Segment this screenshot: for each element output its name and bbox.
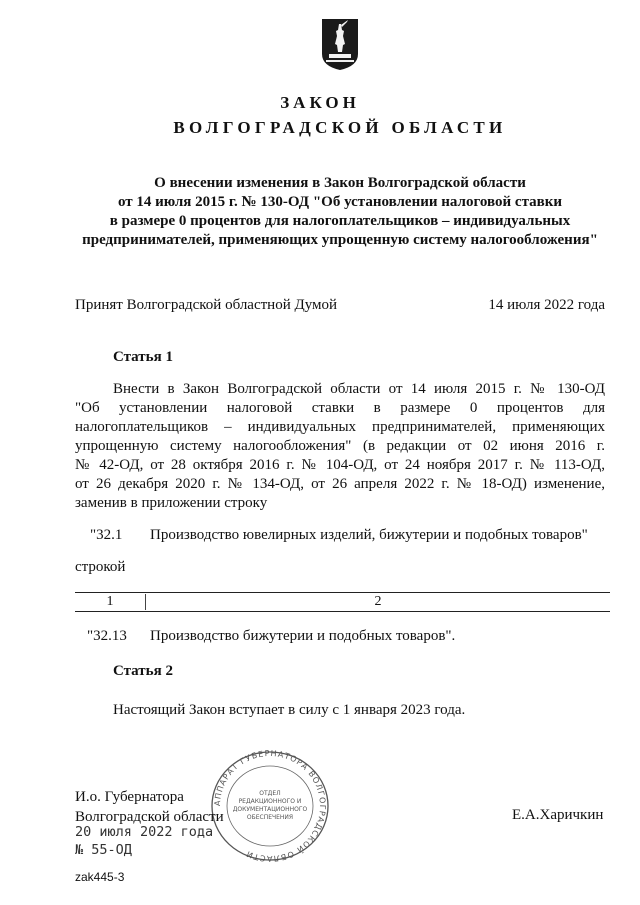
article-1-line: "Об установлении налоговой ставки в размере 0 процентов для — [75, 400, 605, 416]
adoption-line — [75, 297, 605, 314]
stamp-center-line: ОБЕСПЕЧЕНИЯ — [246, 814, 294, 821]
stamp-center-line: РЕДАКЦИОННОГО И — [238, 798, 302, 805]
subtitle-line: предпринимателей, применяющих упрощенную систему налогообложения" — [82, 232, 598, 248]
adoption-date: 14 июля 2022 года — [488, 297, 605, 313]
adopted-by: Принят Волгоградской областной Думой — [75, 297, 338, 313]
subtitle-line: в размере 0 процентов для налогоплательщиков – индивидуальных — [109, 213, 571, 229]
article-1-line: заменив в приложении строку — [75, 495, 268, 511]
article-2-text: Настоящий Закон вступает в силу с 1 января 2023 года. — [113, 702, 466, 718]
article-2-heading: Статья 2 — [113, 663, 173, 679]
stamp-center-line: ОТДЕЛ — [259, 790, 281, 797]
law-subtitle — [40, 174, 640, 250]
article-1-line: налогоплательщиков – индивидуальных предпринимателей, применяющих — [75, 419, 605, 435]
new-row-text: Производство бижутерии и подобных товаров". — [150, 628, 456, 644]
article-1-line: от 26 декабря 2020 г. № 134-ОД, от 26 апреля 2022 г. № 18-ОД) изменение, — [75, 476, 605, 492]
subtitle-line: О внесении изменения в Закон Волгоградской области — [154, 175, 526, 191]
table-header-cell: 1 — [106, 594, 114, 609]
stamp-ring-text: АППАРАТ ГУБЕРНАТОРА ВОЛГОГРАДСКОЙ ОБЛАСТИ — [212, 748, 328, 864]
stamp-center-line: ДОКУМЕНТАЦИОННОГО — [232, 806, 308, 813]
document-type-title: ЗАКОН — [280, 93, 360, 112]
signatory-region: Волгоградской области — [75, 809, 224, 825]
registration-stamp — [75, 823, 213, 859]
connector-text: строкой — [75, 559, 126, 575]
table-header-row — [75, 592, 610, 612]
article-1-line: Внести в Закон Волгоградской области от 14 июля 2015 г. № 130-ОД — [113, 381, 605, 397]
old-row-text: Производство ювелирных изделий, бижутерии и подобных товаров" — [150, 527, 588, 543]
article-1-body — [75, 380, 605, 513]
registration-number: № 55-ОД — [75, 842, 132, 858]
signatory-title — [75, 787, 224, 827]
registration-date: 20 июля 2022 года — [75, 824, 214, 840]
region-title: ВОЛГОГРАДСКОЙ ОБЛАСТИ — [173, 118, 507, 137]
article-1-heading: Статья 1 — [113, 349, 173, 365]
signatory-name: Е.А.Харичкин — [512, 807, 604, 823]
article-1-line: упрощенную систему налогообложения" (в редакции от 02 июня 2016 г. — [75, 438, 605, 454]
subtitle-line: от 14 июля 2015 г. № 130-ОД "Об установлении налоговой ставки — [117, 194, 563, 210]
article-1-line: № 42-ОД, от 28 октября 2016 г. № 104-ОД, от 24 ноября 2017 г. № 113-ОД, — [75, 457, 605, 473]
volgograd-coat-of-arms-icon — [321, 18, 359, 71]
old-row-code: "32.1 — [90, 527, 123, 543]
signatory-role: И.о. Губернатора — [75, 789, 184, 805]
new-row-code: "32.13 — [87, 628, 127, 644]
official-stamp — [205, 747, 335, 865]
table-header-cell: 2 — [145, 594, 610, 610]
document-code: zak445-3 — [75, 870, 125, 884]
